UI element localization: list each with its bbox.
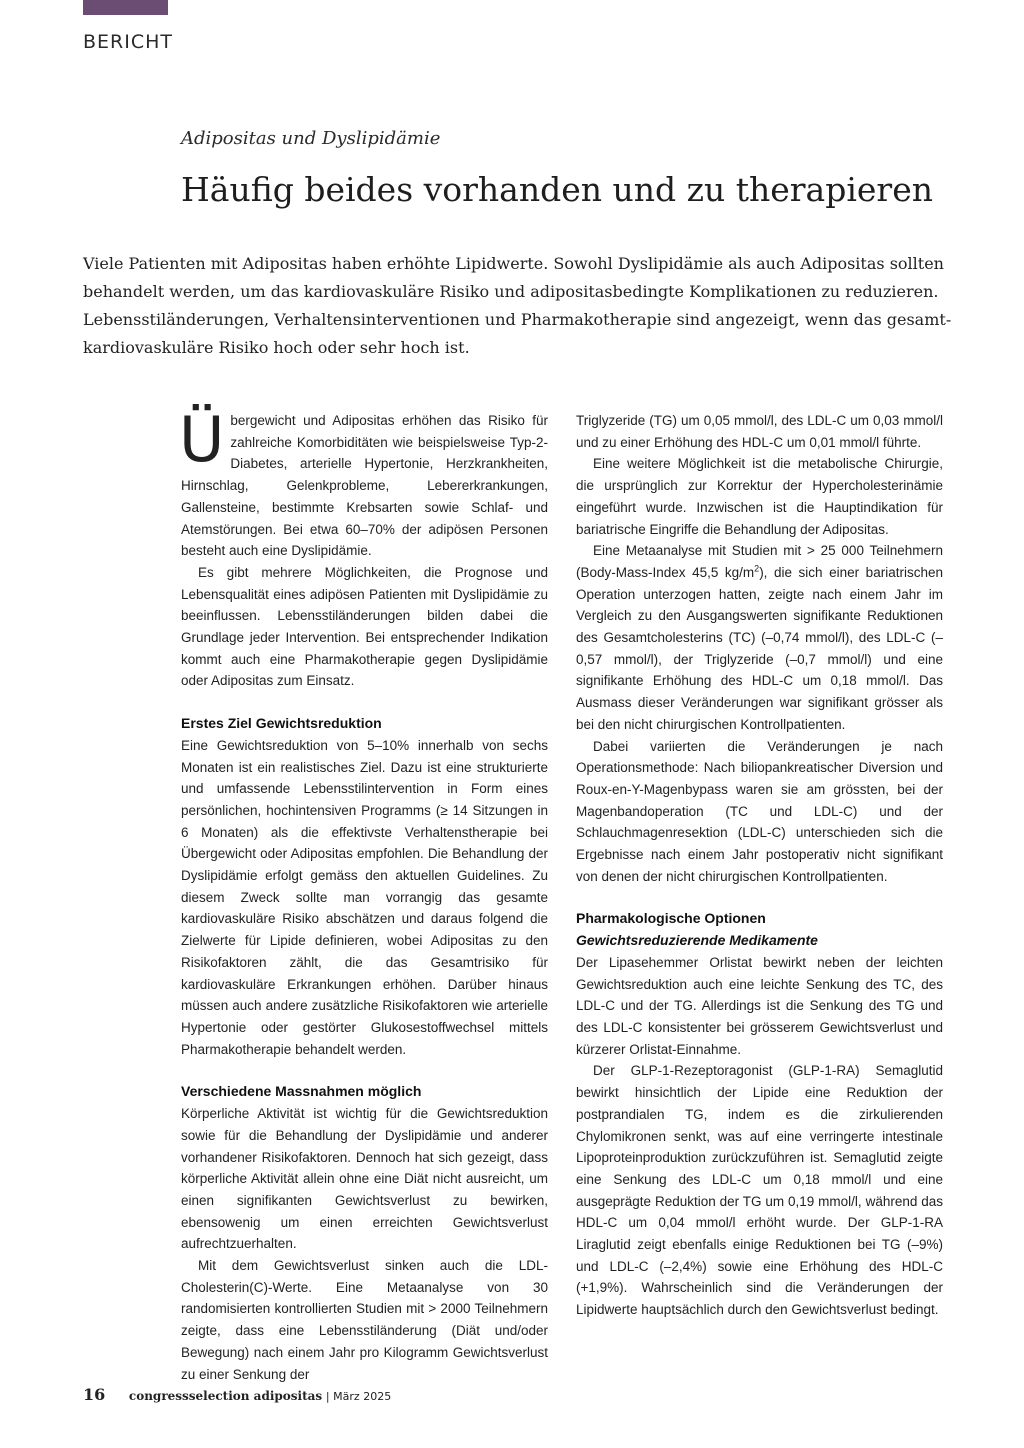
drop-cap: Ü — [179, 403, 225, 476]
paragraph-text: Eine Metaanalyse mit Studien mit > 25 000 Teilnehmern (Body-Mass-Index 45,5 kg/m — [576, 543, 943, 580]
publication-date: März 2025 — [333, 1390, 392, 1403]
paragraph: Eine Gewichtsreduktion von 5–10% innerhalb von sechs Monaten ist ein realistisches Ziel. Dazu ist eine strukturierte und umfassende Lebensstilintervention in Form eines persönlichen, hochintensiven Programms (≥ 14 Sitzungen in 6 Monaten) als die effektivste Verhaltenstherapie bei Übergewicht oder Adipositas empfohlen. Die Behandlung der Dyslipidämie erfolgt gemäss den aktuellen Guidelines. Zu diesem Zweck sollte man vorrangig das gesamte kardiovaskuläre Risiko abschätzen und daraus folgend die Zielwerte für Lipide definieren, wobei Adipositas zu den Risikofaktoren zählt, die das Gesamtrisiko für kardiovaskuläre Erkrankungen erhöhen. Darüber hinaus müssen auch andere zusätzliche Risikofaktoren wie arterielle Hypertonie oder gestörter Glukosestoffwechsel mittels Pharmakotherapie behandelt werden. — [181, 737, 548, 1057]
paragraph: Mit dem Gewichtsverlust sinken auch die LDL-Cholesterin(C)-Werte. Eine Metaanalyse von 30 randomisierten kontrollierten Studien mit > 2000 Teilnehmern zeigte, dass eine Lebensstiländerung (Diät und/oder Bewegung) nach einem Jahr pro Kilogramm Gewichtsverlust zu einer Senkung der — [181, 1258, 548, 1382]
intro-text: bergewicht und Adipositas erhöhen das Risiko für zahlreiche Komorbiditäten wie beispielsweise Typ-2-Diabetes, arterielle Hypertonie, Herzkrankheiten, Hirnschlag, Gelenkprobleme, Lebererkrankungen, Gallensteine, bestimmte Krebsarten sowie Schlaf- und Atemstörungen. Bei etwa 60–70% der adipösen Personen besteht auch eine Dyslipidämie. — [181, 413, 548, 559]
paragraph: Eine weitere Möglichkeit ist die metabolische Chirurgie, die ursprünglich zur Korrektur der Hypercholesterinämie eingeführt wurde. Inzwischen ist die Hauptindikation für bariatrische Eingriffe die Behandlung der Adipositas. — [576, 456, 943, 537]
paragraph: Der GLP-1-Rezeptoragonist (GLP-1-RA) Semaglutid bewirkt hinsichtlich der Lipide eine Reduktion der postprandialen TG, indem es die zirkulierenden Chylomikronen senkt, was auf eine verringerte intestinale Lipoproteinproduktion zurückzuführen ist. Semaglutid zeigte eine Senkung des LDL-C um 0,18 mmol/l und eine ausgeprägte Reduktion der TG um 0,19 mmol/l, während das HDL-C um 0,04 mmol/l erhöht wurde. Der GLP-1-RA Liraglutid zeigt ebenfalls einige Reduktionen bei TG (–9%) und LDL-C (–2,4%) sowie eine Erhöhung des HDL-C (+1,9%). Wahrscheinlich sind die Veränderungen der Lipidwerte hauptsächlich durch den Gewichtsverlust bedingt. — [576, 1063, 943, 1318]
intro-paragraph — [179, 403, 548, 562]
subheading-massnahmen: Verschiedene Massnahmen möglich — [181, 1083, 422, 1100]
paragraph — [576, 540, 943, 735]
paragraph: Der Lipasehemmer Orlistat bewirkt neben der leichten Gewichtsreduktion auch eine leichte Senkung des TC, des LDL-C und der TG. Allerdings ist die Senkung des TG und des LDL-C konsistenter bei grösserem Gewichtsverlust und kürzerer Orlistat-Einnahme. — [576, 954, 943, 1057]
footer-separator: | — [325, 1390, 330, 1403]
accent-bar — [83, 0, 168, 15]
subheading-gewichtsreduktion: Erstes Ziel Gewichtsreduktion — [181, 715, 382, 732]
page-footer — [83, 1385, 391, 1404]
paragraph: Dabei variierten die Veränderungen je nach Operationsmethode: Nach biliopankreatischer Diversion und Roux-en-Y-Magenbypass waren sie am grössten, bei der Magenbandoperation (TC und LDL-C) und der Schlauchmagenresektion (LDL-C) unterschieden sich die Ergebnisse nach einem Jahr postoperativ nicht signifikant von denen der nicht chirurgischen Kontrollpatienten. — [576, 738, 943, 884]
publication-name: congressselection adipositas — [128, 1389, 323, 1403]
right-column — [576, 410, 943, 1321]
paragraph: Es gibt mehrere Möglichkeiten, die Prognose und Lebensqualität eines adipösen Patienten mit Dyslipidämie zu beeinflussen. Lebensstiländerungen bilden dabei die Grundlage jeder Intervention. Bei entsprechender Indikation kommt auch eine Pharmakotherapie gegen Dyslipidämie oder Adipositas zum Einsatz. — [181, 564, 548, 689]
article-title: Häufig beides vorhanden und zu therapieren — [181, 170, 933, 209]
paragraph: Triglyzeride (TG) um 0,05 mmol/l, des LDL-C um 0,03 mmol/l und zu einer Erhöhung des HDL-C um 0,01 mmol/l führte. — [576, 413, 943, 450]
article-lead: Viele Patienten mit Adipositas haben erhöhte Lipidwerte. Sowohl Dyslipidämie als auch Adipositas sollten behandelt werden, um das kardiovaskuläre Risiko und adipositasbedingte Komplikationen zu reduzieren. Lebensstiländerungen, Verhaltensinterventionen und Pharmakotherapie sind angezeigt, wenn das gesamt-kardiovaskuläre Risiko hoch oder sehr hoch ist. — [83, 254, 952, 357]
paragraph-text: ), die sich einer bariatrischen Operation unterzogen hatten, zeigte nach einem Jahr im Vergleich zu den Ausgangswerten signifikante Reduktionen des Gesamtcholesterins (TC) (–0,74 mmol/l), des LDL-C (–0,57 mmol/l), der Triglyzeride (–0,7 mmol/l) und eine signifikante Erhöhung des HDL-C um 0,18 mmol/l. Das Ausmass dieser Veränderungen war signifikant grösser als bei den nicht chirurgischen Kontrollpatienten. — [576, 564, 943, 732]
left-column — [179, 403, 548, 1385]
page-number: 16 — [83, 1385, 106, 1404]
article-kicker: Adipositas und Dyslipidämie — [181, 128, 441, 149]
subheading-pharmakologische-optionen: Pharmakologische Optionen — [576, 910, 766, 927]
section-label: BERICHT — [83, 31, 174, 53]
subheading-medikamente: Gewichtsreduzierende Medikamente — [576, 932, 818, 949]
paragraph: Körperliche Aktivität ist wichtig für die Gewichtsreduktion sowie für die Behandlung der Dyslipidämie und anderer vorhandener Risikofaktoren. Dennoch hat sich gezeigt, dass körperliche Aktivität allein ohne eine Diät nicht ausreicht, um einen signifikanten Gewichtsverlust zu bewirken, ebensowenig um einen erreichten Gewichtsverlust aufrechtzuerhalten. — [181, 1106, 548, 1252]
superscript: 2 — [754, 563, 760, 574]
